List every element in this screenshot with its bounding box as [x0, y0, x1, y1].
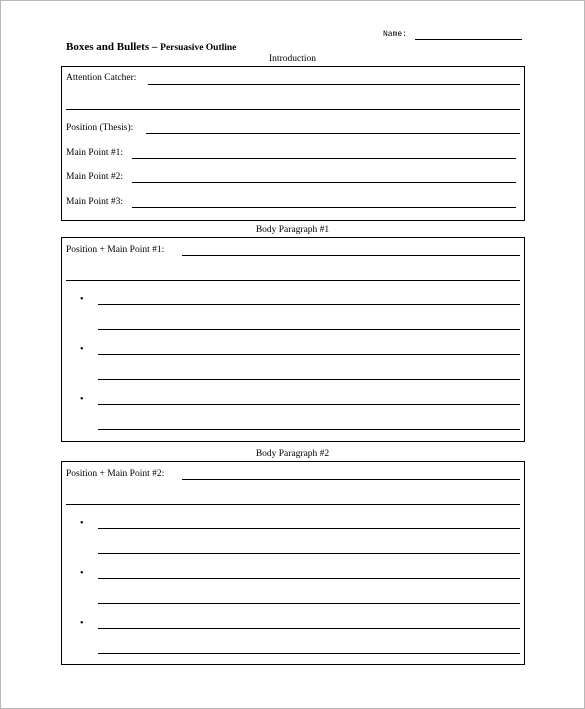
position-thesis-line[interactable] — [146, 133, 520, 134]
attention-catcher-line-2[interactable] — [66, 109, 520, 110]
main-point-2-label: Main Point #2: — [66, 172, 124, 182]
bullet-3-line-2[interactable] — [98, 429, 520, 430]
bullet-2-line-2[interactable] — [98, 603, 520, 604]
bullet-1-line[interactable] — [98, 304, 520, 305]
introduction-heading: Introduction — [269, 54, 316, 64]
main-point-1-label: Main Point #1: — [66, 148, 124, 158]
position-main-point-2-label: Position + Main Point #2: — [66, 469, 165, 479]
body-paragraph-2-box — [61, 461, 525, 665]
body-paragraph-1-box — [61, 237, 525, 442]
bullet-dot: • — [80, 618, 84, 629]
bullet-2-line[interactable] — [98, 578, 520, 579]
name-field-line[interactable] — [415, 39, 522, 40]
main-point-3-line[interactable] — [132, 207, 516, 208]
bullet-3-line-2[interactable] — [98, 653, 520, 654]
main-point-3-label: Main Point #3: — [66, 197, 124, 207]
bullet-1-line-2[interactable] — [98, 329, 520, 330]
position-main-point-1-label: Position + Main Point #1: — [66, 245, 165, 255]
position-main-point-2-line-2[interactable] — [66, 504, 520, 505]
bullet-dot: • — [80, 518, 84, 529]
bullet-dot: • — [80, 394, 84, 405]
bullet-2-line-2[interactable] — [98, 379, 520, 380]
title-subtitle: Persuasive Outline — [160, 43, 237, 53]
name-label: Name: — [383, 30, 408, 39]
attention-catcher-label: Attention Catcher: — [66, 73, 137, 83]
attention-catcher-line[interactable] — [148, 84, 520, 85]
bullet-3-line[interactable] — [98, 404, 520, 405]
bullet-2-line[interactable] — [98, 354, 520, 355]
bullet-1-line[interactable] — [98, 528, 520, 529]
bullet-3-line[interactable] — [98, 628, 520, 629]
page-title — [66, 41, 236, 53]
position-main-point-1-line-2[interactable] — [66, 280, 520, 281]
main-point-2-line[interactable] — [132, 182, 516, 183]
main-point-1-line[interactable] — [132, 158, 516, 159]
bullet-dot: • — [80, 344, 84, 355]
body-paragraph-2-heading: Body Paragraph #2 — [255, 449, 330, 459]
position-thesis-label: Position (Thesis): — [66, 123, 134, 133]
title-main: Boxes and Bullets – — [66, 41, 158, 53]
bullet-dot: • — [80, 294, 84, 305]
body-paragraph-1-heading: Body Paragraph #1 — [255, 225, 330, 235]
position-main-point-1-line[interactable] — [182, 255, 520, 256]
bullet-dot: • — [80, 568, 84, 579]
position-main-point-2-line[interactable] — [182, 479, 520, 480]
bullet-1-line-2[interactable] — [98, 553, 520, 554]
introduction-box — [61, 66, 525, 221]
